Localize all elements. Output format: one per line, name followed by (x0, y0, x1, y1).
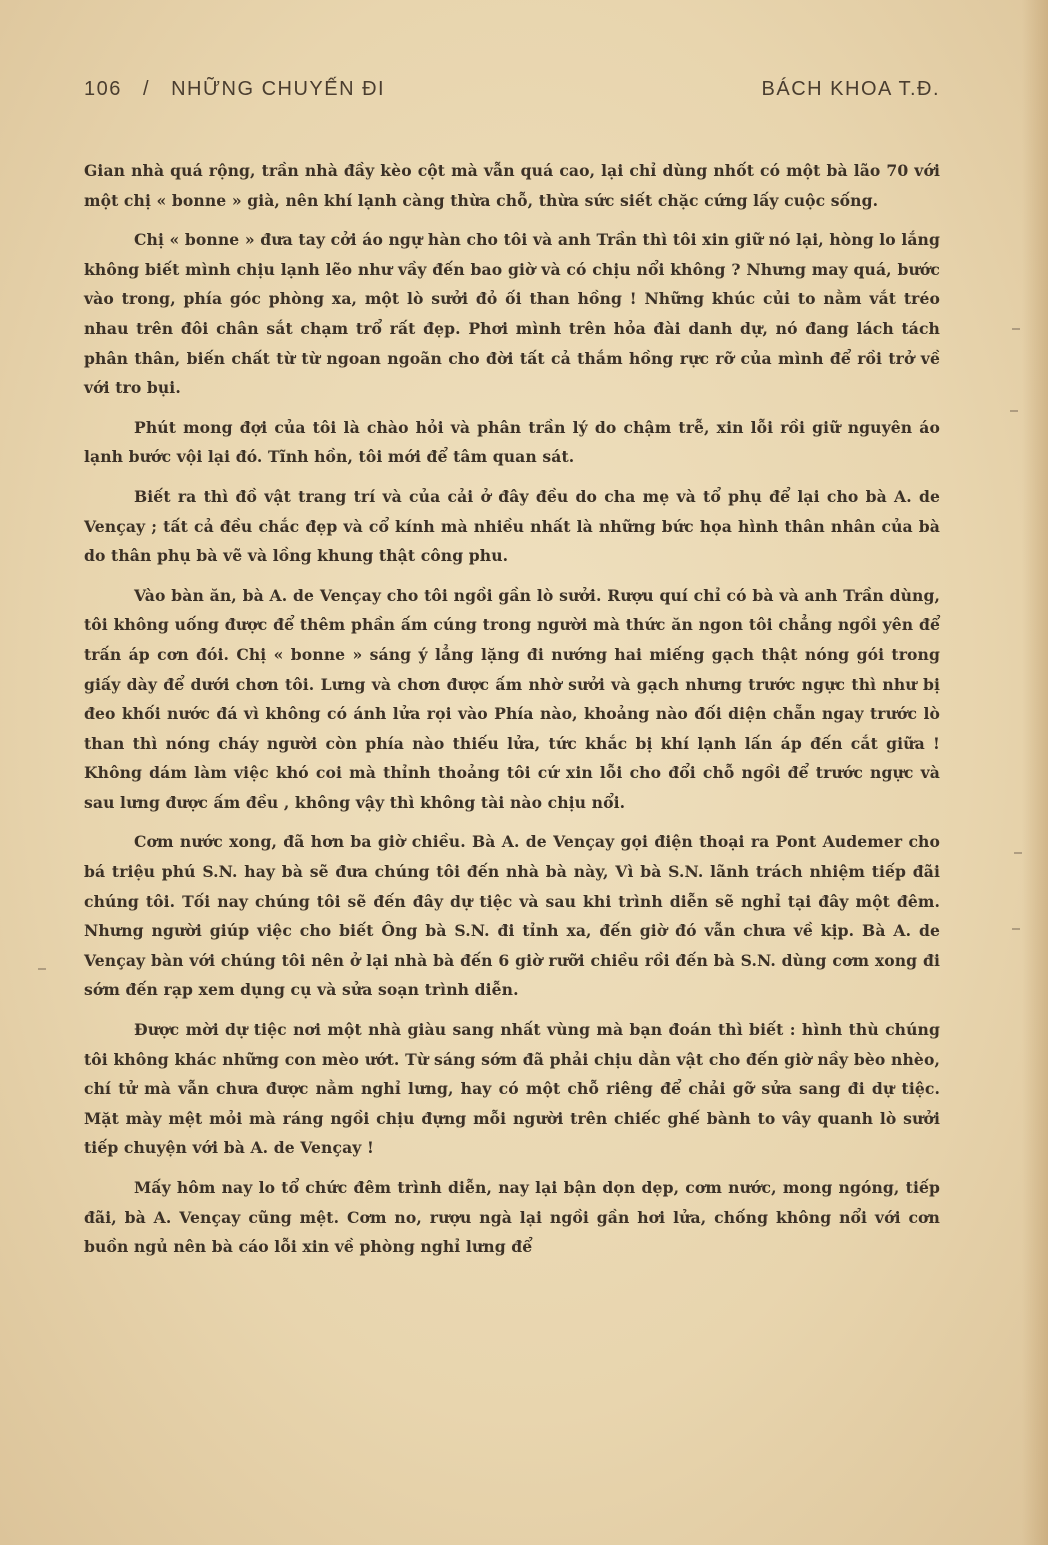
paragraph: Gian nhà quá rộng, trần nhà đầy kèo cột mà vẫn quá cao, lại chỉ dùng nhốt có một bà lão 70 với một chị « bonne » già, nên khí lạnh càng thừa chỗ, thừa sức siết chặc cứng lấy cuộc sống. (84, 161, 940, 210)
paragraph: Biết ra thì đồ vật trang trí và của cải ở đây đều do cha mẹ và tổ phụ để lại cho bà A. de Vençay ; tất cả đều chắc đẹp và cổ kính mà nhiều nhất là những bức họa hình thân nhân của bà do thân phụ bà vẽ và lồng khung thật công phu. (84, 486, 940, 566)
page-body (84, 156, 940, 1262)
running-head (84, 78, 940, 118)
page-number: 106 (84, 78, 122, 100)
margin-mark (38, 968, 46, 970)
paragraph: Mấy hôm nay lo tổ chức đêm trình diễn, nay lại bận dọn dẹp, cơm nước, mong ngóng, tiếp đãi, bà A. Vençay cũng mệt. Cơm no, rượu ngà lại ngồi gần hơi lửa, chống không nổi với cơn buồn ngủ nên bà cáo lỗi xin về phòng nghỉ lưng để (84, 1178, 940, 1257)
paragraph: Vào bàn ăn, bà A. de Vençay cho tôi ngồi gần lò sưởi. Rượu quí chỉ có bà và anh Trần dùng, tôi không uống được để thêm phần ấm cúng trong người mà thức ăn ngon tôi chẳng ngồi yên để trấn áp cơn đói. Chị « bonne » sáng ý lẳng lặng đi nướng hai miếng gạch thật nóng gói trong giấy dày để dưới chơn tôi. Lưng và chơn được ấm nhờ sưởi và gạch nhưng trước ngực thì như bị đeo khối nước đá vì không có ánh lửa rọi vào Phía nào, khoảng nào đối diện chẵn ngay trước lò than thì nóng cháy người còn phía nào thiếu lửa, tức khắc bị khí lạnh lấn áp đến cắt giữa ! Không dám làm việc khó coi mà thỉnh thoảng tôi cứ xin lỗi cho đổi chỗ ngồi để trước ngực và sau lưng được ấm đều , không vậy thì không tài nào chịu nổi. (84, 585, 940, 812)
book-title: BÁCH KHOA T.Đ. (761, 78, 940, 100)
margin-mark (1010, 410, 1018, 412)
paragraph: Chị « bonne » đưa tay cởi áo ngự hàn cho tôi và anh Trần thì tôi xin giữ nó lại, hòng lo lắng không biết mình chịu lạnh lẽo như vầy đến bao giờ và có chịu nổi không ? Nhưng may quá, bước vào trong, phía góc phòng xa, một lò sưởi đỏ ối than hồng ! Những khúc củi to nằm vắt tréo nhau trên đôi chân sắt chạm trổ rất đẹp. Phơi mình trên hỏa đài danh dự, nó đang lách tách phân thân, biến chất từ từ ngoan ngoãn cho đời tất cả thắm hồng rực rỡ của mình để rồi trở về với tro bụi. (84, 230, 940, 398)
header-separator: / (142, 78, 150, 100)
chapter-title: NHỮNG CHUYẾN ĐI (171, 78, 386, 100)
margin-mark (1012, 928, 1020, 930)
paragraph: Phút mong đợi của tôi là chào hỏi và phân trần lý do chậm trễ, xin lỗi rồi giữ nguyên áo lạnh bước vội lại đó. Tĩnh hồn, tôi mới để tâm quan sát. (84, 417, 940, 467)
paragraph: Được mời dự tiệc nơi một nhà giàu sang nhất vùng mà bạn đoán thì biết : hình thù chúng tôi không khác những con mèo ướt. Từ sáng sớm đã phải chịu dằn vật cho đến giờ nầy bèo nhèo, chí tử mà vẫn chưa được nằm nghỉ lưng, hay có một chỗ riêng để chải gỡ sửa sang đi dự tiệc. Mặt mày mệt mỏi mà ráng ngồi chịu đựng mỗi người trên chiếc ghế bành to vây quanh lò sưởi tiếp chuyện với bà A. de Vençay ! (84, 1020, 940, 1158)
running-head-left (84, 78, 399, 101)
margin-mark (1014, 852, 1022, 854)
margin-mark (1012, 328, 1020, 330)
paragraph: Cơm nước xong, đã hơn ba giờ chiều. Bà A. de Vençay gọi điện thoại ra Pont Audemer cho bá triệu phú S.N. hay bà sẽ đưa chúng tôi đến nhà bà này, Vì bà S.N. lãnh trách nhiệm tiếp đãi chúng tôi. Tối nay chúng tôi sẽ đến đây dự tiệc và sau khi trình diễn sẽ nghỉ tại đây một đêm. Nhưng người giúp việc cho biết Ông bà S.N. đi tỉnh xa, đến giờ đó vẫn chưa về kịp. Bà A. de Vençay bàn với chúng tôi nên ở lại nhà bà đến 6 giờ rưỡi chiều rồi đến bà S.N. dùng cơm xong đi sớm đến rạp xem dụng cụ và sửa soạn trình diễn. (84, 832, 940, 1000)
